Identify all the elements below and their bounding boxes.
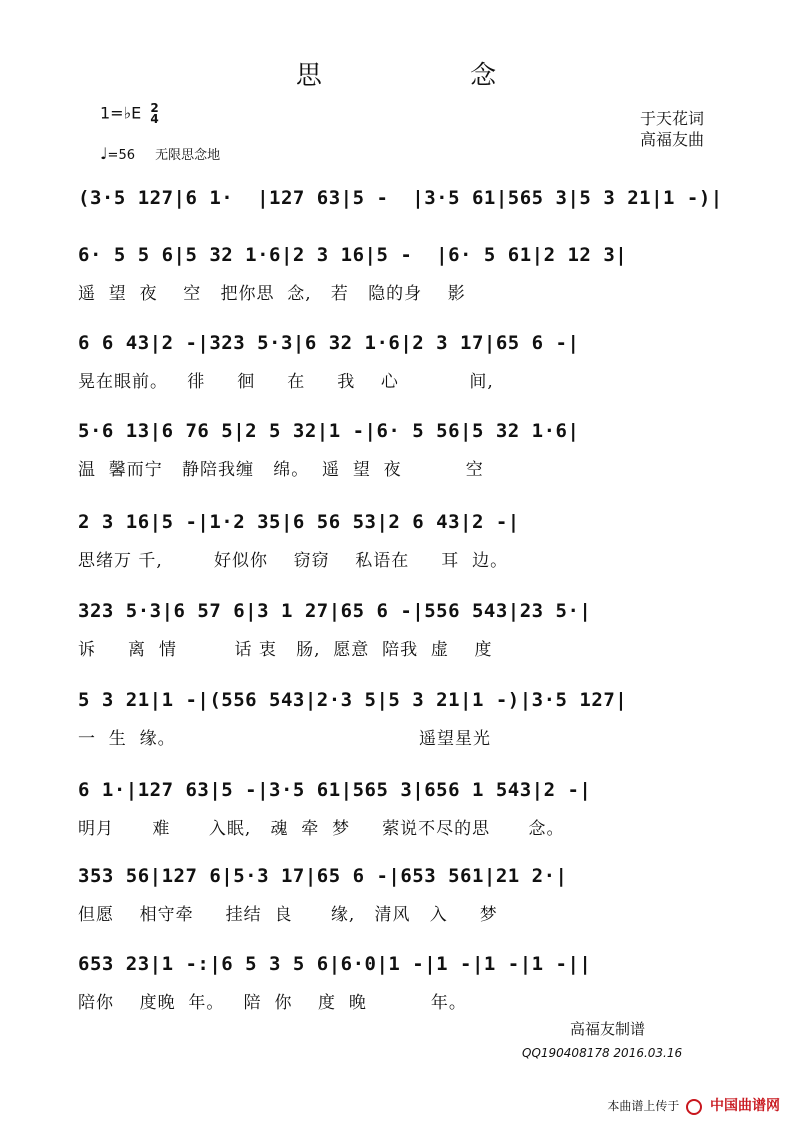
notation: 323 5·3|6 57 6|3 1 27|65 6 -|556 543|23 5·|	[78, 600, 592, 622]
song-title: 思 念	[295, 61, 567, 91]
notation: 2 3 16|5 -|1·2 35|6 56 53|2 6 43|2 -|	[78, 511, 520, 533]
upload-notice	[607, 1095, 780, 1115]
tempo-value: =56	[107, 148, 135, 163]
key-signature	[100, 103, 159, 125]
notation: 5·6 13|6 76 5|2 5 32|1 -|6· 5 56|5 32 1·6|	[78, 420, 580, 442]
time-signature	[150, 103, 158, 125]
arranger-signature: 高福友制谱	[570, 1020, 646, 1038]
tempo-marking	[100, 144, 220, 163]
lyrics: 陪你 度晚 年。 陪 你 度 晚 年。	[78, 993, 467, 1013]
quarter-note-icon: ♩	[100, 144, 108, 163]
lyrics: 诉 离 情 话 衷 肠, 愿意 陪我 虚 度	[78, 640, 493, 660]
expression-mark: 无限思念地	[155, 148, 221, 163]
notation: 6 1·|127 63|5 -|3·5 61|565 3|656 1 543|2 -|	[78, 779, 592, 801]
score-line-6	[78, 593, 718, 675]
score-line-8	[78, 772, 718, 854]
notation: 6· 5 5 6|5 32 1·6|2 3 16|5 - |6· 5 61|2 12 3|	[78, 244, 628, 266]
score-line-10	[78, 946, 718, 1028]
lyrics: 遥 望 夜 空 把你思 念, 若 隐的身 影	[78, 284, 466, 304]
time-signature-top: 2	[150, 101, 159, 115]
score-line-7	[78, 682, 718, 764]
key-label: 1=♭E	[100, 103, 142, 123]
contact-and-date: QQ190408178 2016.03.16	[522, 1046, 683, 1060]
upload-text: 本曲谱上传于	[607, 1099, 680, 1113]
notation: (3·5 127|6 1· |127 63|5 - |3·5 61|565 3|5 3 21|1 -)|	[78, 187, 723, 209]
credits	[640, 108, 704, 150]
time-signature-bottom: 4	[150, 112, 159, 126]
score-line-2	[78, 237, 718, 319]
notation: 5 3 21|1 -|(556 543|2·3 5|5 3 21|1 -)|3·5 127|	[78, 689, 628, 711]
lyricist: 于天花词	[639, 109, 704, 128]
lyrics: 一 生 缘。 遥望星光	[78, 729, 491, 749]
score-line-5	[78, 504, 718, 586]
site-name-link[interactable]: 中国曲谱网	[710, 1098, 780, 1114]
lyrics: 温 馨而宁 静陪我缠 绵。 遥 望 夜 空	[78, 460, 484, 480]
score-line-3	[78, 325, 718, 407]
notation: 6 6 43|2 -|323 5·3|6 32 1·6|2 3 17|65 6 -|	[78, 332, 580, 354]
score-line-4	[78, 413, 718, 495]
notation: 353 56|127 6|5·3 17|65 6 -|653 561|21 2·|	[78, 865, 568, 887]
site-logo-icon	[686, 1099, 702, 1115]
score-line-9	[78, 858, 718, 940]
composer: 高福友曲	[639, 130, 704, 149]
lyrics: 明月 难 入眠, 魂 牵 梦 萦说不尽的思 念。	[78, 819, 565, 839]
lyrics: 晃在眼前。 徘 徊 在 我 心 间,	[78, 372, 494, 392]
lyrics: 思绪万 千, 好似你 窃窃 私语在 耳 边。	[78, 551, 509, 571]
lyrics: 但愿 相守牵 挂结 良 缘, 清风 入 梦	[78, 905, 498, 925]
notation: 653 23|1 -:|6 5 3 5 6|6·0|1 -|1 -|1 -|1 -||	[78, 953, 592, 975]
